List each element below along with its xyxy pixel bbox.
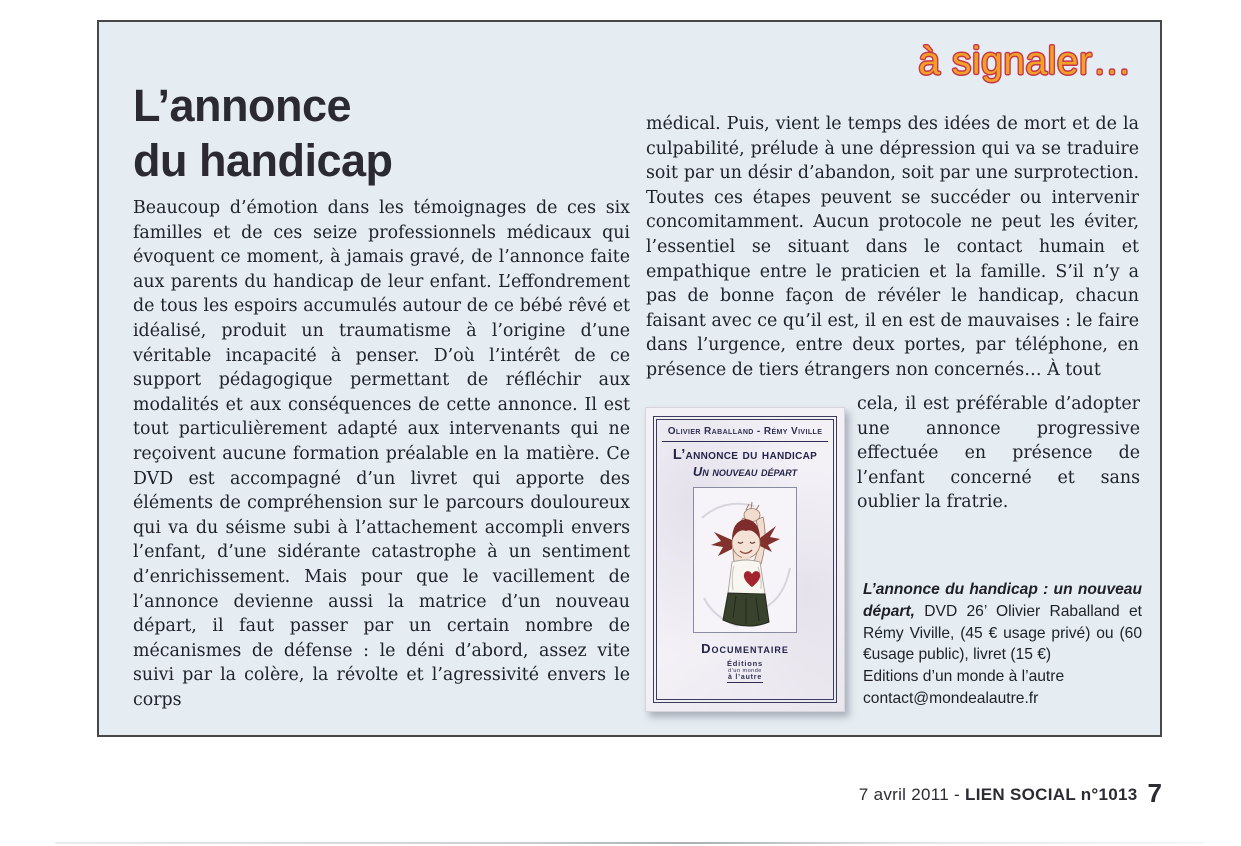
- dvd-caption-body: DVD 26’ Olivier Raballand et Rémy Viville, (45 € usage privé) ou (60 €usage public), livret (15 €): [863, 602, 1142, 664]
- dvd-caption-lead: L’annonce du handicap : un nouveau départ,: [863, 581, 1142, 620]
- publisher-logo-line1: Éditions: [727, 659, 763, 668]
- footer-journal: LIEN SOCIAL n°1013: [965, 785, 1138, 804]
- dvd-cover-illustration: [693, 487, 797, 633]
- rubric-label: à signaler…: [918, 40, 1132, 83]
- article-column-right: médical. Puis, vient le temps des idées de mort et de la culpabilité, prélude à une dépression qui va se traduire soit par un désir d’abandon, soit par une surprotection. Toutes ces étapes peuvent se succéder ou intervenir concomitamment. Aucun protocole ne peut les éviter, l’essentiel se situant dans le contact humain et empathique entre le praticien et la famille. S’il n’y a pas de bonne façon de révéler le handicap, chacun faisant avec ce qu’il est, il en est de mauvaises : le faire dans l’urgence, entre deux portes, par téléphone, en présence de tiers étrangers non concernés… À tout: [646, 114, 1139, 380]
- footer-date: 7 avril 2011 -: [858, 785, 966, 804]
- dvd-cover-authors: Olivier Raballand - Rémy Viville: [667, 426, 823, 437]
- page-title-line2: du handicap: [133, 135, 393, 186]
- scan-edge-artifact: [55, 842, 1205, 844]
- dvd-cover-subtitle: Un nouveau départ: [692, 464, 798, 479]
- dvd-cover-rule: [662, 441, 828, 442]
- footer-page-number: 7: [1147, 778, 1162, 808]
- dvd-cover: [645, 407, 845, 712]
- page-title-line1: L’annonce: [133, 80, 352, 131]
- page-title: [133, 78, 393, 188]
- publisher-logo-line3: à l’autre: [727, 674, 763, 681]
- publisher-logo: [727, 659, 763, 683]
- dvd-cover-title: L’annonce du handicap: [672, 447, 818, 463]
- article-column-left: Beaucoup d’émotion dans les témoignages de ces six familles et de ces seize professionnels médicaux qui évoquent ce moment, à jamais gravé, de l’annonce faite aux parents du handicap de leur enfant. L’effondrement de tous les espoirs accumulés autour de ce bébé rêvé et idéalisé, produit un traumatisme à l’origine d’une véritable incapacité à penser. D’où l’intérêt de ce support pédagogique permettant de réfléchir aux modalités et aux conséquences de cette annonce. Il est tout particulièrement adapté aux intervenants qui ne reçoivent aucune formation préalable en la matière. Ce DVD est accompagné d’un livret qui apporte des éléments de compréhension sur le parcours douloureux qui va du séisme subi à l’attachement accompli envers l’enfant, d’une sidérante catastrophe à un sentiment d’enrichissement. Mais pour que le vacillement de l’annonce devienne aussi la matrice d’un nouveau départ, il faut passer par un certain nombre de mécanismes de défense : le déni d’abord, assez vite suivi par la colère, la révolte et l’agressivité envers le corps: [133, 198, 630, 710]
- dvd-caption: [863, 579, 1142, 710]
- article-column-right-wrap: cela, il est préférable d’adopter une annonce progressive effectuée en présence de l’enfant concerné et sans oublier la fratrie.: [857, 394, 1140, 513]
- dvd-caption-email: contact@mondealautre.fr: [863, 689, 1039, 707]
- dvd-cover-inner-frame: [656, 419, 834, 700]
- dvd-caption-text: [863, 579, 1142, 666]
- page-footer: [0, 778, 1162, 809]
- scanned-page-panel: [97, 20, 1162, 737]
- dvd-cover-outer-frame: [653, 416, 837, 703]
- publisher-logo-line2: d’un monde: [728, 668, 762, 674]
- dvd-caption-publisher: Editions d’un monde à l’autre: [863, 668, 1065, 686]
- dvd-cover-genre: Documentaire: [701, 641, 789, 656]
